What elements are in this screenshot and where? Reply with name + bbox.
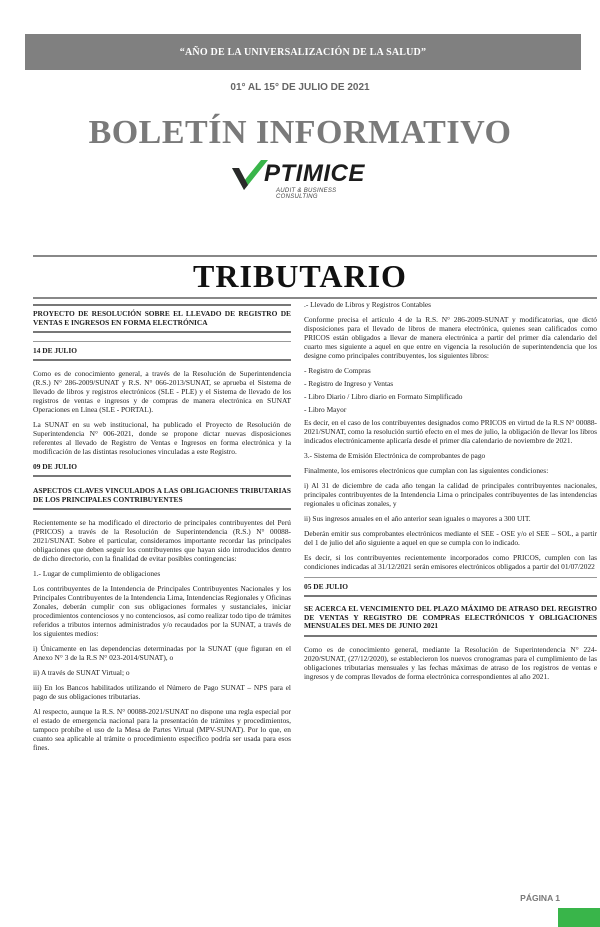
- article-date: 09 DE JULIO: [33, 462, 77, 471]
- paragraph: Es decir, si los contribuyentes recientemente incorporados como PRICOS, cumplen con las condiciones indicadas al 31/12/2021 serán emisores electrónicos obligados a partir del 01/07/2022: [304, 553, 597, 571]
- paragraph: Al respecto, aunque la R.S. N° 00088-2021/SUNAT no dispone una regla especial por el estado de emergencia nacional para la presentación de trámites y procedimientos, tampoco prohíbe el uso de la Mesa de Partes Virtual (MPV-SUNAT). Por lo que, en cuanto sea aplicable al trámite o procedimiento específico podría ser usada para esos fines.: [33, 707, 291, 752]
- book-list: [304, 366, 597, 414]
- article-date: 14 DE JULIO: [33, 346, 77, 355]
- article-date: 05 DE JULIO: [304, 582, 348, 591]
- paragraph: i) Únicamente en las dependencias determinadas por la SUNAT (que figuran en el Anexo N° 3 de la R.S N° 023-2014/SUNAT), o: [33, 644, 291, 662]
- paragraph: Deberán emitir sus comprobantes electrónicos mediante el SEE - OSE y/o el SEE – SOL, a partir del 1 de julio del año siguiente a aquel en que se cumpla con lo indicado.: [304, 529, 597, 547]
- header-banner: “AÑO DE LA UNIVERSALIZACIÓN DE LA SALUD”: [25, 34, 581, 70]
- list-item: - Libro Diario / Libro diario en Formato Simplificado: [304, 392, 463, 401]
- article-heading: SE ACERCA EL VENCIMIENTO DEL PLAZO MÁXIMO DE ATRASO DEL REGISTRO DE VENTAS Y REGISTRO DE COMPRAS ELECTRÓNICOS Y OBLIGACIONES MENSUALES DEL MES DE JUNIO 2021: [304, 604, 597, 630]
- paragraph: 1.- Lugar de cumplimiento de obligaciones: [33, 569, 161, 578]
- divider: [304, 577, 597, 578]
- section-title: TRIBUTARIO: [193, 258, 407, 294]
- paragraph: ii) A través de SUNAT Virtual; o: [33, 668, 130, 677]
- right-column: [304, 300, 597, 687]
- logo-tagline: AUDIT & BUSINESS CONSULTING: [276, 188, 337, 200]
- divider: [33, 331, 291, 333]
- paragraph: i) Al 31 de diciembre de cada año tengan la calidad de principales contribuyentes nacionales, principales contribuyentes de la Intendencia Lima o principales contribuyentes de las intendencias regionales u oficinas zonales, y: [304, 481, 597, 508]
- list-item: - Registro de Compras: [304, 366, 371, 375]
- divider: [304, 635, 597, 637]
- paragraph: iii) En los Bancos habilitados utilizando el Número de Pago SUNAT – NPS para el pago de sus obligaciones tributarias.: [33, 683, 291, 701]
- paragraph: Conforme precisa el artículo 4 de la R.S. N° 286-2009-SUNAT y modificatorias, que dictó disposiciones para el llevado de libros de manera electrónica, quienes sean calificados como PRICOS están obligados a llevar de manera electrónica a partir del primer día calendario del cuarto mes siguiente a aquel en que entre en vigencia la resolución de superintendencia que los designe como principales contribuyentes, los siguientes libros:: [304, 315, 597, 360]
- footer-accent-bar: [558, 908, 600, 927]
- divider: [33, 341, 291, 342]
- paragraph: ii) Sus ingresos anuales en el año anterior sean iguales o mayores a 300 UIT.: [304, 514, 531, 523]
- page-number: PÁGINA 1: [520, 893, 560, 903]
- paragraph: Es decir, en el caso de los contribuyentes designados como PRICOS en virtud de la R.S N° 00088-2021/SUNAT, como la resolución surtió efecto en el mes de julio, la obligación de llevar los libros indicados electrónicamente aplicaría desde el primer día calendario de noviembre de 2021.: [304, 418, 597, 445]
- logo-brand: PTIMICE: [264, 160, 365, 187]
- date-range: 01° AL 15° DE JULIO DE 2021: [230, 82, 370, 93]
- divider: [33, 297, 597, 299]
- divider: [33, 475, 291, 477]
- list-item: - Libro Mayor: [304, 405, 347, 414]
- paragraph: 3.- Sistema de Emisión Electrónica de comprobantes de pago: [304, 451, 486, 460]
- paragraph: Los contribuyentes de la Intendencia de Principales Contribuyentes Nacionales y los Principales Contribuyentes de la Intendencia Lima, Intendencias Regionales y Oficinas Zonales, deberán cumplir con sus obligaciones formales y sustanciales, iniciar procedimientos contenciosos y no contenciosos, así como realizar todo tipo de trámites referidos a tributos internos administrados y/o recaudados por la SUNAT, a través de los siguientes medios:: [33, 584, 291, 638]
- paragraph: La SUNAT en su web institucional, ha publicado el Proyecto de Resolución de Superintendencia N° 006-2021, donde se propone dictar nuevas disposiciones referentes al llevado de Registro de Ventas e Ingresos en forma electrónica y la modificación de las distintas resoluciones vinculadas a este Registro.: [33, 420, 291, 456]
- company-logo: [228, 154, 368, 202]
- divider: [33, 304, 291, 306]
- paragraph: Recientemente se ha modificado el directorio de principales contribuyentes del Perú (PRICOS) a través de la Resolución de Superintendencia (R.S.) N° 00088-2021/SUNAT. Sobre el particular, consideramos importante recordar las principales obligaciones que deben seguir los contribuyentes que hayan sido introducidos dentro de dicho directorio, con la finalidad de evitar posibles contingencias:: [33, 518, 291, 563]
- divider: [33, 508, 291, 510]
- paragraph: Finalmente, los emisores electrónicos que cumplan con las siguientes condiciones:: [304, 466, 549, 475]
- bulletin-title: BOLETÍN INFORMATIVO: [88, 114, 512, 151]
- article-heading: PROYECTO DE RESOLUCIÓN SOBRE EL LLEVADO DE REGISTRO DE VENTAS E INGRESOS EN FORMA ELECTRÓNICA: [33, 309, 291, 327]
- list-item: - Registro de Ingreso y Ventas: [304, 379, 394, 388]
- divider: [33, 359, 291, 361]
- divider: [33, 255, 597, 257]
- divider: [304, 595, 597, 597]
- paragraph: Como es de conocimiento general, mediante la Resolución de Superintendencia N° 224-2020/SUNAT, (27/12/2020), se establecieron los nuevos cronogramas para el cumplimiento de las obligaciones tributarias mensuales y las fechas máximas de atraso de los registros de ventas e ingresos y de compras llevados de forma electrónica correspondientes al año 2021.: [304, 644, 597, 681]
- paragraph: Como es de conocimiento general, a través de la Resolución de Superintendencia (R.S.) N° 286-2009/SUNAT y R.S. N° 066-2013/SUNAT, se aprueba el Sistema de llevado de libros y registros electrónicos (SLE - PLE) y el Sistema de llevado de los registros de ventas e ingresos y de compras de manera electrónica en SUNAT Operaciones en Línea (SLE - PORTAL).: [33, 369, 291, 414]
- paragraph: .- Llevado de Libros y Registros Contables: [304, 300, 432, 309]
- article-heading: ASPECTOS CLAVES VINCULADOS A LAS OBLIGACIONES TRIBUTARIAS DE LOS PRINCIPALES CONTRIBUYENTES: [33, 486, 291, 504]
- left-column: [33, 300, 291, 758]
